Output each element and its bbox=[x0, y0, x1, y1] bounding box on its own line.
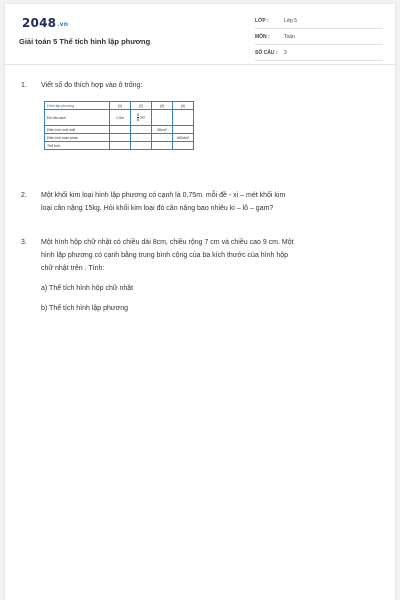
sub-question-a: a) Thể tích hình hộp chữ nhật bbox=[41, 285, 134, 292]
unit: dm bbox=[140, 115, 146, 120]
meta-label: SỐ CÂU : bbox=[255, 50, 278, 56]
logo-text: 2048 bbox=[22, 16, 57, 30]
question-3 bbox=[21, 237, 391, 327]
table-header-cell: (1) bbox=[110, 102, 131, 110]
table-cell bbox=[152, 134, 173, 142]
question-text-line: loại cân nặng 15kg. Hỏi khối kim loại đó cân nặng bao nhiêu ki – lô – gam? bbox=[41, 205, 274, 212]
table-cell: 600dm² bbox=[173, 134, 194, 142]
question-number: 2. bbox=[21, 192, 27, 199]
cube-measurements-table bbox=[44, 101, 194, 150]
question-text: Viết số đo thích hợp vào ô trống: bbox=[41, 82, 143, 89]
table-cell bbox=[152, 142, 173, 150]
table-row bbox=[45, 110, 194, 126]
question-number: 3. bbox=[21, 239, 27, 246]
meta-row-class bbox=[255, 16, 383, 29]
table-cell bbox=[173, 110, 194, 126]
worksheet-header bbox=[5, 4, 395, 65]
table-header-cell: (4) bbox=[173, 102, 194, 110]
fraction-denominator: 8 bbox=[136, 117, 140, 122]
question-number: 1. bbox=[21, 82, 27, 89]
worksheet-title: Giải toán 5 Thể tích hình lập phương bbox=[19, 37, 151, 46]
row-label: Độ dài cạnh bbox=[45, 110, 110, 126]
meta-row-question-count bbox=[255, 48, 383, 61]
table-cell bbox=[131, 142, 152, 150]
site-logo[interactable] bbox=[22, 16, 68, 30]
table-row bbox=[45, 142, 194, 150]
table-header-row bbox=[45, 102, 194, 110]
table-row bbox=[45, 126, 194, 134]
table-header-cell: (3) bbox=[152, 102, 173, 110]
meta-value: Lớp 5 bbox=[284, 18, 298, 24]
question-text-line: Một khối kim loại hình lập phương có cạnh là 0,75m. mỗi đề - xi – mét khối kim bbox=[41, 192, 286, 199]
row-label: Diện tích một mặt bbox=[45, 126, 110, 134]
table-cell bbox=[131, 134, 152, 142]
worksheet-page bbox=[5, 4, 395, 600]
table-cell bbox=[110, 134, 131, 142]
table-cell: 1,5m bbox=[110, 110, 131, 126]
fraction bbox=[137, 113, 139, 122]
table-cell: 36cm² bbox=[152, 126, 173, 134]
logo-suffix: .vn bbox=[57, 21, 69, 28]
table-cell bbox=[110, 142, 131, 150]
table-header-cell: (2) bbox=[131, 102, 152, 110]
question-2 bbox=[21, 190, 391, 218]
table-cell bbox=[173, 142, 194, 150]
sub-question-b: b) Thể tích hình lập phương bbox=[41, 305, 128, 312]
table-cell bbox=[152, 110, 173, 126]
table-cell bbox=[131, 126, 152, 134]
meta-row-subject bbox=[255, 32, 383, 45]
fraction-numerator: 5 bbox=[136, 112, 140, 117]
table-header-cell: Hình lập phương bbox=[45, 102, 110, 110]
meta-value: Toán bbox=[284, 34, 295, 40]
table-row bbox=[45, 134, 194, 142]
table-cell bbox=[173, 126, 194, 134]
meta-label: MÔN : bbox=[255, 34, 270, 40]
table-cell bbox=[110, 126, 131, 134]
meta-value: 3 bbox=[284, 50, 287, 56]
question-text-line: Một hình hộp chữ nhật có chiều dài 8cm, chiều rộng 7 cm và chiều cao 9 cm. Một bbox=[41, 239, 294, 246]
question-text-line: chữ nhật trên . Tính: bbox=[41, 265, 105, 272]
table-cell-fraction bbox=[131, 110, 152, 126]
meta-label: LỚP : bbox=[255, 18, 269, 24]
row-label: Diện tích toàn phần bbox=[45, 134, 110, 142]
meta-info bbox=[255, 16, 383, 64]
question-text-line: hình lập phương có cạnh bằng trung bình cộng của ba kích thước của hình hộp bbox=[41, 252, 289, 259]
row-label: Thể tích bbox=[45, 142, 110, 150]
